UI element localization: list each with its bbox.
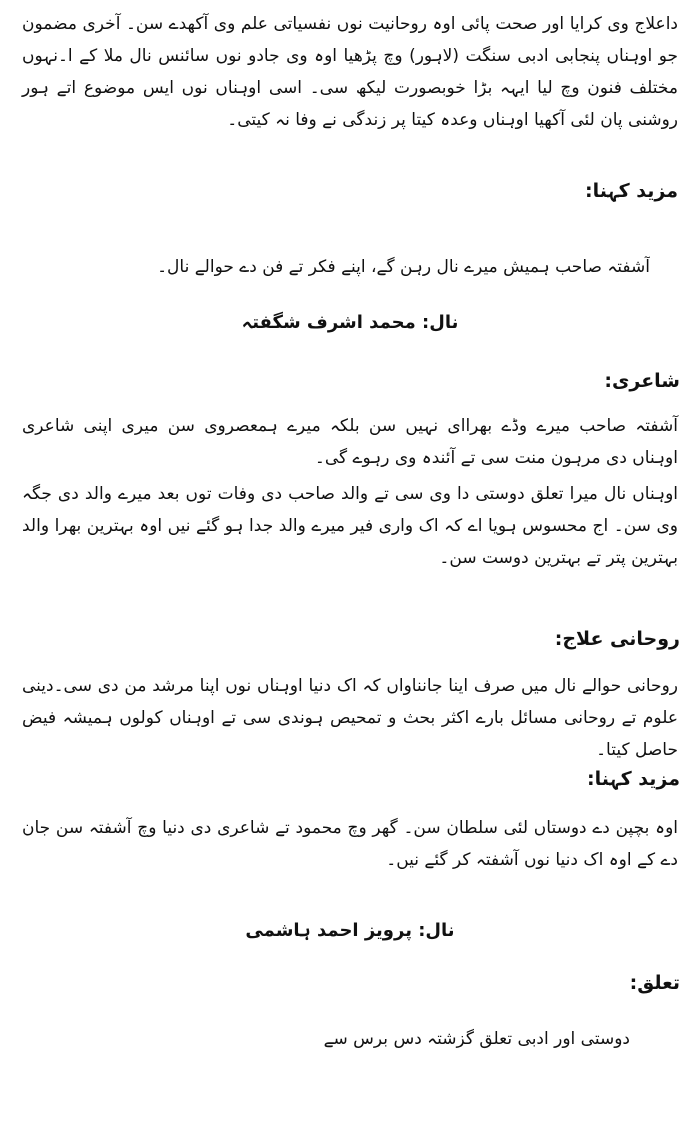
section-heading-more-said-2: مزید کہنا: xyxy=(587,768,680,790)
poetry-paragraph-1: آشفتہ صاحب میرے وڈے بھراای نہیں سن بلکہ میرے ہمعصروی سن میری اپنی شاعری اوہناں دی مرہون منت سی تے آئندہ وی رہوے گی۔ xyxy=(22,416,678,468)
intro-paragraph: داعلاج وی کرایا اور صحت پائی اوہ روحانیت نوں نفسیاتی علم وی آکھدے سن۔ آخری مضمون جو اوہناں پنجابی ادبی سنگت (لاہور) وچ پڑھیا اوہ وی جادو نوں سائنس نال ملا کے ا۔نہوں مختلف فنون وچ لیا ایہہ بڑا خوبصورت لیکھ سی۔ اسی اوہناں نوں ایس موضوع اتے ہور روشنی پان لئی آکھیا اوہناں وعدہ کیتا پر زندگی نے وفا نہ کیتی۔ xyxy=(22,14,678,130)
tribute-line-1: آشفتہ صاحب ہمیش میرے نال رہن گے، اپنے فکر تے فن دے حوالے نال۔ xyxy=(157,257,650,277)
poetry-paragraph-2: اوہناں نال میرا تعلق دوستی دا وی سی تے والد صاحب دی وفات توں بعد میرے والد دی جگہ وی سن۔ اج محسوس ہویا اے کہ اک واری فیر میرے والد جدا ہو گئے نیں اوہ بہترین بھرا والد بہترین پتر تے بہترین دوست سن۔ xyxy=(22,484,678,568)
section-heading-spiritual-treatment: روحانی علاج: xyxy=(554,628,680,650)
signature-pervaiz-hashmi: نال: پرویز احمد ہاشمی xyxy=(245,920,455,941)
childhood-paragraph: اوہ بچپن دے دوستاں لئی سلطان سن۔ گھر وچ محمود تے شاعری دی دنیا وچ آشفتہ سن جان دے کے اوہ اک دنیا نوں آشفتہ کر گئے نیں۔ xyxy=(22,818,678,870)
relation-line: دوستی اور ادبی تعلق گزشتہ دس برس سے xyxy=(323,1029,630,1049)
section-heading-poetry: شاعری: xyxy=(604,370,680,392)
signature-ashraf-shagufta: نال: محمد اشرف شگفتہ xyxy=(241,312,459,333)
section-heading-relation: تعلق: xyxy=(629,972,680,994)
spiritual-paragraph: روحانی حوالے نال میں صرف اینا جانناواں کہ اک دنیا اوہناں نوں اپنا مرشد من دی سی۔دینی علوم تے روحانی مسائل بارے اکثر بحث و تمحیص ہوندی سی تے اوہناں کولوں ہمیشہ فیض حاصل کیتا۔ xyxy=(22,676,678,760)
section-heading-more-said-1: مزید کہنا: xyxy=(585,180,678,202)
